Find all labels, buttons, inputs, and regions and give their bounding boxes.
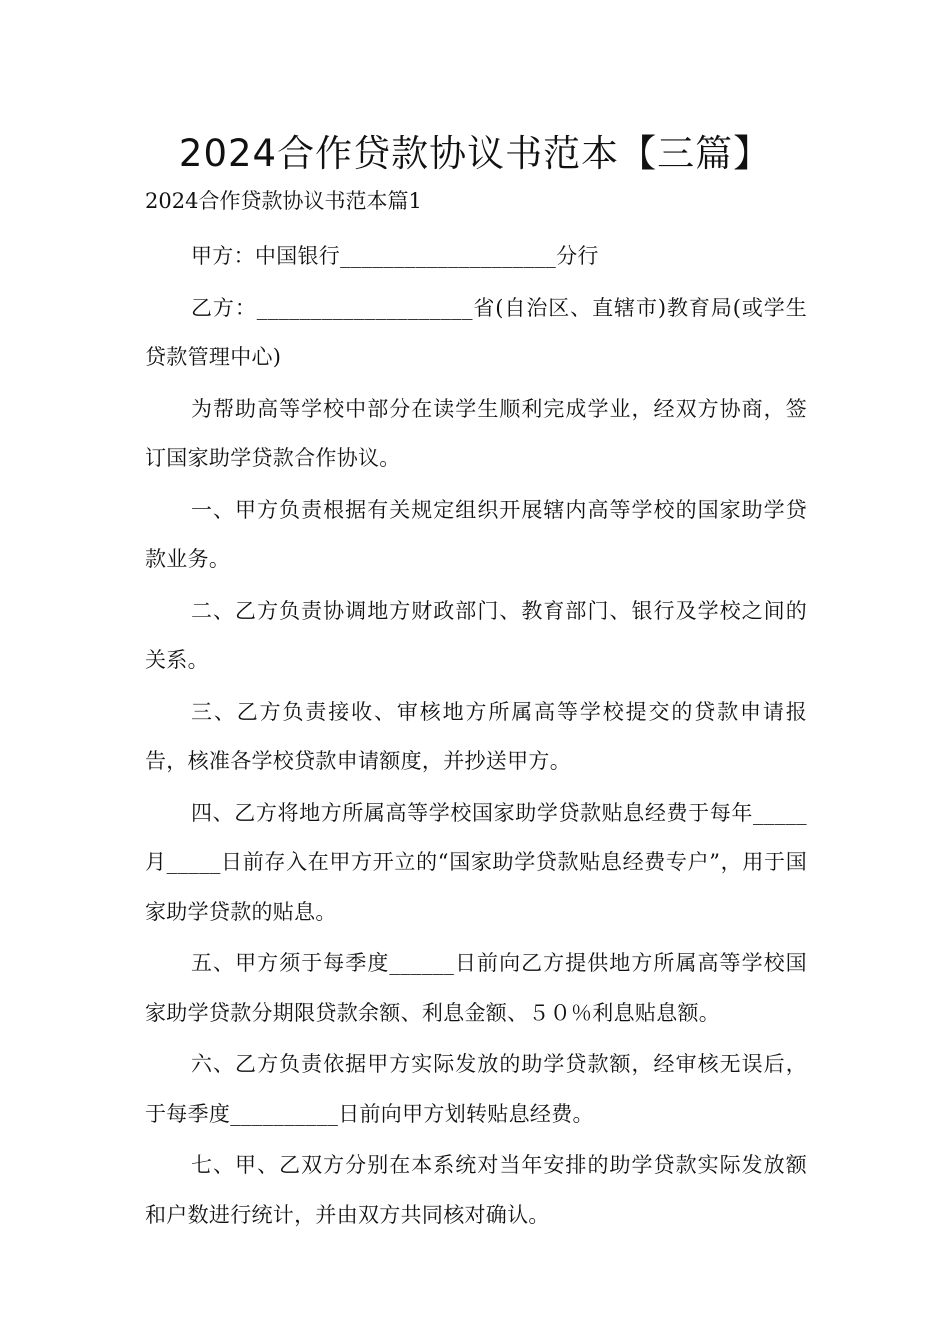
paragraph-party-b: 乙方：____________________省(自治区、直辖市)教育局(或学生贷款管理中心) bbox=[145, 295, 807, 369]
paragraph-clause-2: 二、乙方负责协调地方财政部门、教育部门、银行及学校之间的关系。 bbox=[145, 598, 807, 672]
document-body bbox=[145, 232, 807, 1242]
paragraph-clause-5: 五、甲方须于每季度______日前向乙方提供地方所属高等学校国家助学贷款分期限贷款余额、利息金额、５０％利息贴息额。 bbox=[145, 951, 807, 1025]
paragraph-preamble: 为帮助高等学校中部分在读学生顺利完成学业，经双方协商，签订国家助学贷款合作协议。 bbox=[145, 396, 807, 470]
paragraph-clause-7: 七、甲、乙双方分别在本系统对当年安排的助学贷款实际发放额和户数进行统计，并由双方共同核对确认。 bbox=[145, 1153, 807, 1227]
document-title: 2024合作贷款协议书范本【三篇】 bbox=[178, 132, 772, 175]
document-subtitle: 2024合作贷款协议书范本篇1 bbox=[145, 189, 422, 213]
paragraph-clause-3: 三、乙方负责接收、审核地方所属高等学校提交的贷款申请报告，核准各学校贷款申请额度，并抄送甲方。 bbox=[145, 699, 807, 773]
paragraph-clause-6: 六、乙方负责依据甲方实际发放的助学贷款额，经审核无误后，于每季度__________日前向甲方划转贴息经费。 bbox=[145, 1052, 807, 1126]
paragraph-clause-1: 一、甲方负责根据有关规定组织开展辖内高等学校的国家助学贷款业务。 bbox=[145, 497, 807, 571]
paragraph-party-a: 甲方：中国银行____________________分行 bbox=[191, 244, 599, 268]
paragraph-clause-4: 四、乙方将地方所属高等学校国家助学贷款贴息经费于每年_____月_____日前存入在甲方开立的“国家助学贷款贴息经费专户”，用于国家助学贷款的贴息。 bbox=[145, 800, 807, 924]
